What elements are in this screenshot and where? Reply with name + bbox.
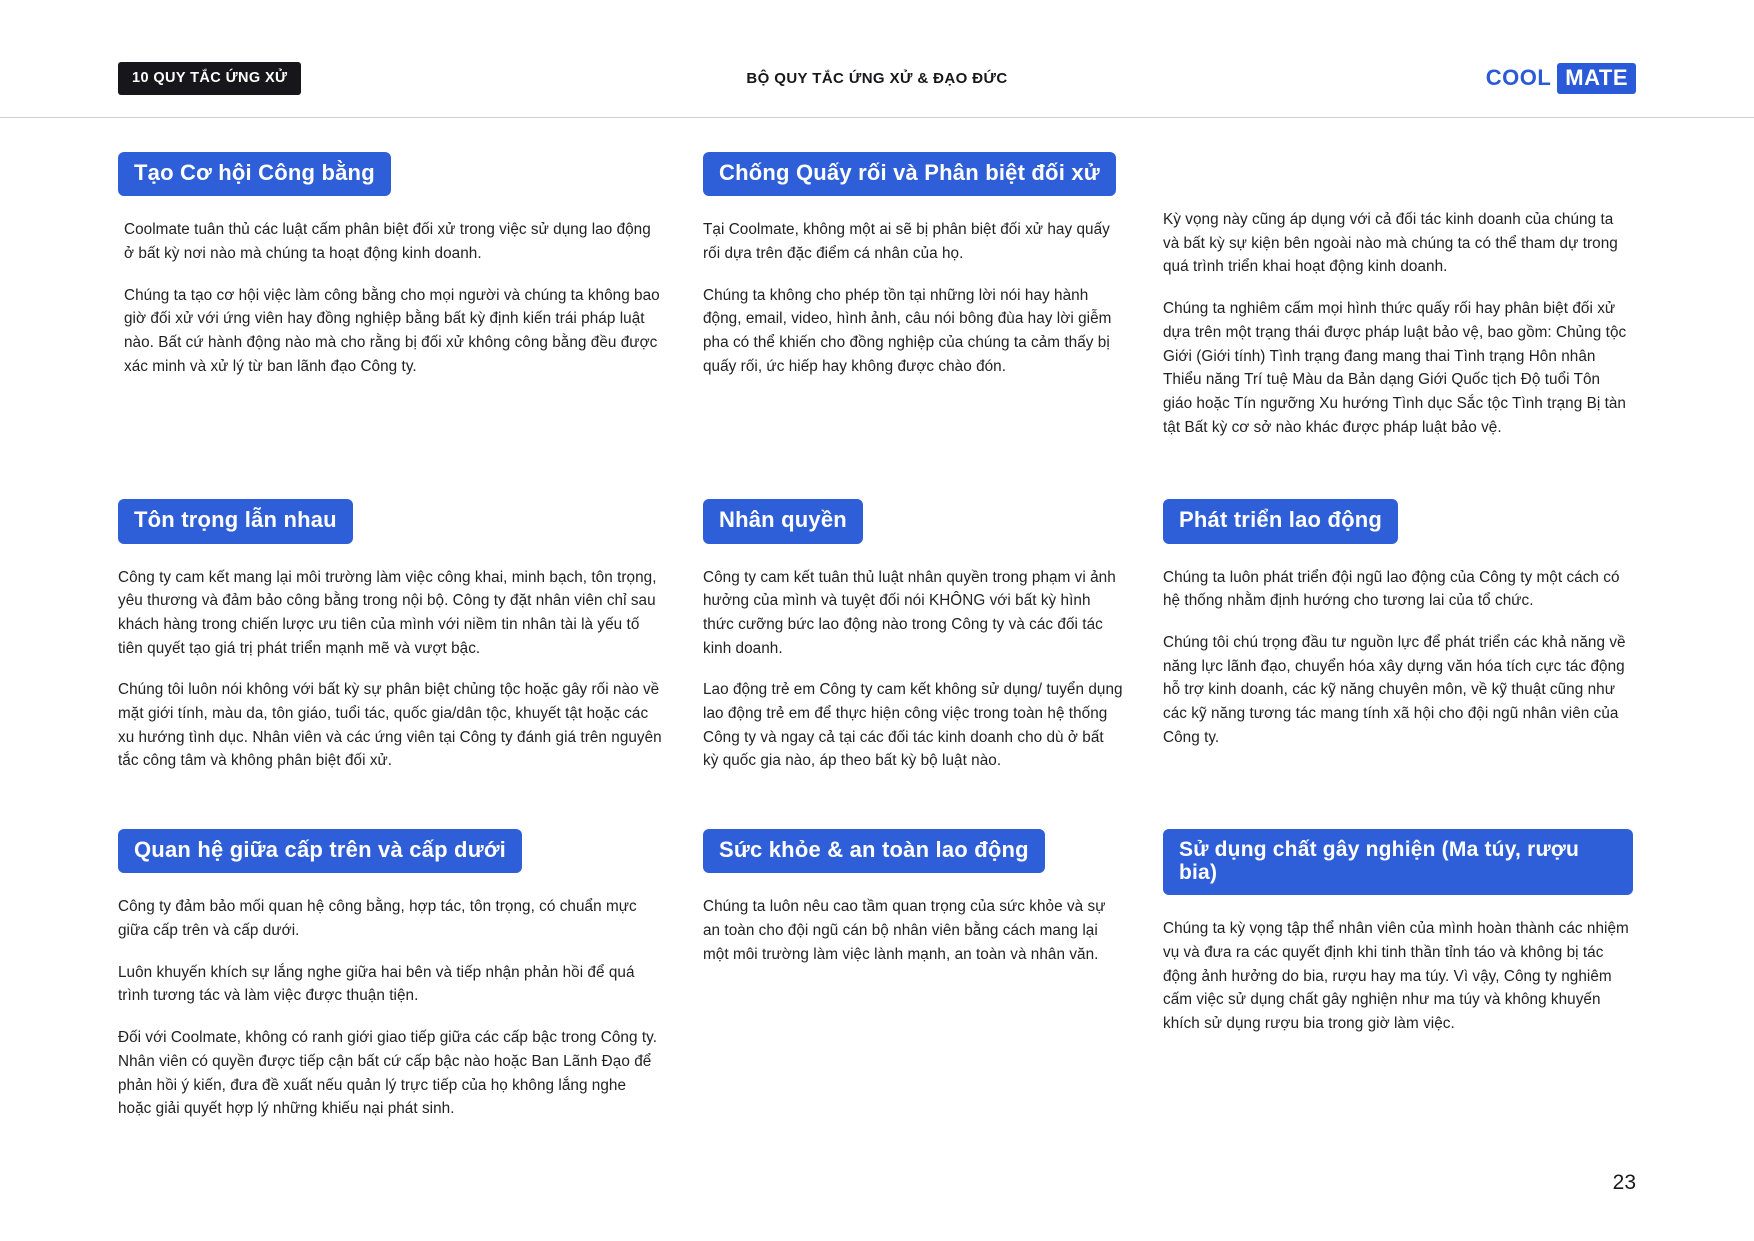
section-heading: Nhân quyền [703,499,863,543]
section-heading: Phát triển lao động [1163,499,1398,543]
paragraph: Kỳ vọng này cũng áp dụng với cả đối tác kinh doanh của chúng ta và bất kỳ sự kiện bên ngoài nào mà chúng ta có thể tham dự trong quá trình triển khai hoạt động kinh doanh. [1163,211,1618,276]
section-body [118,566,663,774]
coolmate-logo [1486,63,1636,94]
section-heading: Sử dụng chất gây nghiện (Ma túy, rượu bia) [1163,829,1633,895]
chapter-tag: 10 QUY TẮC ỨNG XỬ [118,62,301,95]
section-phat-trien-lao-dong [1163,499,1633,749]
paragraph: Chúng ta nghiêm cấm mọi hình thức quấy rối hay phân biệt đối xử dựa trên một trạng thái được pháp luật bảo vệ, bao gồm: Chủng tộc Giới (Giới tính) Tình trạng đang mang thai Tình trạng Hôn nhân Thiểu năng Trí tuệ Màu da Bản dạng Giới Quốc tịch Độ tuổi Tôn giáo hoặc Tín ngưỡng Xu hướng Tình dục Sắc tộc Tình trạng Bị tàn tật Bất kỳ cơ sở nào khác được pháp luật bảo vệ. [1163,300,1627,436]
section-heading: Tôn trọng lẫn nhau [118,499,353,543]
section-ton-trong-lan-nhau [118,499,663,773]
section-heading: Quan hệ giữa cấp trên và cấp dưới [118,829,522,873]
page-content [118,152,1638,1121]
section-nhan-quyen [703,499,1123,773]
section-body [703,895,1123,966]
paragraph: Lao động trẻ em Công ty cam kết không sử dụng/ tuyển dụng lao động trẻ em để thực hiện công việc trong toàn hệ thống Công ty và ngay cả tại các đối tác kinh doanh cho dù ở bất kỳ quốc gia nào, áp theo bất kỳ bộ luật nào. [703,681,1123,770]
paragraph: Chúng tôi chú trọng đầu tư nguồn lực để phát triển các khả năng về năng lực lãnh đạo, chuyển hóa xây dựng văn hóa tích cực tác động hỗ trợ kinh doanh, các kỹ năng chuyên môn, về kỹ thuật cũng như các kỹ năng tương tác mang tính xã hội cho đội ngũ nhân viên của Công ty. [1163,633,1626,746]
header-divider [0,117,1754,118]
content-row-1 [118,152,1638,439]
paragraph: Công ty cam kết mang lại môi trường làm việc công khai, minh bạch, tôn trọng, yêu thương và đảm bảo công bằng trong nội bộ. Công ty đặt nhân viên chỉ sau khách hàng trong chiến lược ưu tiên của mình với niềm tin nhân tài là yếu tố tiên quyết tạo giá trị phát triển mạnh mẽ và vượt bậc. [118,568,657,657]
section-body [1163,566,1633,750]
section-tao-co-hoi-cong-bang [118,152,663,378]
paragraph: Coolmate tuân thủ các luật cấm phân biệt đối xử trong việc sử dụng lao động ở bất kỳ nơi nào mà chúng ta hoạt động kinh doanh. [124,221,651,262]
section-quan-he-cap-tren-cap-duoi [118,829,663,1121]
section-body [118,218,663,378]
content-row-3 [118,829,1638,1121]
section-heading: Tạo Cơ hội Công bằng [118,152,391,196]
paragraph: Công ty đảm bảo mối quan hệ công bằng, hợp tác, tôn trọng, có chuẩn mực giữa cấp trên và cấp dưới. [118,898,637,940]
page-number: 23 [1612,1171,1636,1194]
section-body [703,566,1123,774]
paragraph: Chúng ta tạo cơ hội việc làm công bằng cho mọi người và chúng ta không bao giờ đối xử với ứng viên hay đồng nghiệp bằng bất kỳ định kiến trái pháp luật nào. Bất cứ hành động nào mà cho rằng bị đối xử không công bằng đều được xác minh và xử lý từ ban lãnh đạo Công ty. [124,286,660,375]
section-heading: Sức khỏe & an toàn lao động [703,829,1045,873]
logo-cool-text: COOL [1485,65,1552,90]
section-body [703,218,1123,378]
section-suc-khoe-an-toan [703,829,1123,966]
paragraph: Tại Coolmate, không một ai sẽ bị phân biệt đối xử hay quấy rối dựa trên đặc điểm cá nhân của họ. [703,221,1110,262]
paragraph: Chúng tôi luôn nói không với bất kỳ sự phân biệt chủng tộc hoặc gây rối nào về mặt giới tính, màu da, tôn giáo, tuổi tác, quốc gia/dân tộc, khuyết tật hoặc các xu hướng tình dục. Nhân viên và các ứng viên tại Công ty đánh giá trên nguyên tắc công tâm và không phân biệt đối xử. [118,681,662,770]
section-heading: Chống Quấy rối và Phân biệt đối xử [703,152,1116,196]
section-chong-quay-roi-continued [1163,152,1633,439]
paragraph: Công ty cam kết tuân thủ luật nhân quyền trong phạm vi ảnh hưởng của mình và tuyệt đối nói KHÔNG với bất kỳ hình thức cưỡng bức lao động nào trong Công ty và các đối tác kinh doanh. [703,568,1116,657]
document-title: BỘ QUY TẮC ỨNG XỬ & ĐẠO ĐỨC [746,69,1008,87]
section-chat-gay-nghien [1163,829,1633,1036]
section-chong-quay-roi [703,152,1123,378]
header-inner [118,56,1636,100]
paragraph: Đối với Coolmate, không có ranh giới giao tiếp giữa các cấp bậc trong Công ty. Nhân viên có quyền được tiếp cận bất cứ cấp bậc nào hoặc Ban Lãnh Đạo để phản hồi ý kiến, đưa đề xuất nếu quản lý trực tiếp của họ không lắng nghe hoặc giải quyết hợp lý những khiếu nại phát sinh. [118,1029,657,1118]
paragraph: Chúng ta kỳ vọng tập thể nhân viên của mình hoàn thành các nhiệm vụ và đưa ra các quyết định khi tinh thần tỉnh táo và không bị tác động ảnh hưởng do bia, rượu hay ma túy. Vì vậy, Công ty nghiêm cấm việc sử dụng chất gây nghiện như ma túy và không khuyến khích sử dụng rượu bia trong giờ làm việc. [1163,920,1629,1033]
paragraph: Chúng ta luôn phát triển đội ngũ lao động của Công ty một cách có hệ thống nhằm định hướng cho tương lai của tổ chức. [1163,568,1620,610]
section-body [118,895,663,1121]
paragraph: Luôn khuyến khích sự lắng nghe giữa hai bên và tiếp nhận phản hồi để quá trình tương tác và làm việc được thuận tiện. [118,963,635,1005]
page-header [0,0,1754,118]
paragraph: Chúng ta không cho phép tồn tại những lời nói hay hành động, email, video, hình ảnh, câu nói bông đùa hay lời giễm pha có thể khiến cho đồng nghiệp của chúng ta cảm thấy bị quấy rối, ức hiếp hay không được chào đón. [703,286,1112,375]
content-row-2 [118,499,1638,773]
section-body [1163,917,1633,1036]
paragraph: Chúng ta luôn nêu cao tầm quan trọng của sức khỏe và sự an toàn cho đội ngũ cán bộ nhân viên bằng cách mang lại một môi trường làm việc lành mạnh, an toàn và nhân văn. [703,898,1106,963]
logo-mate-text: MATE [1557,63,1636,94]
